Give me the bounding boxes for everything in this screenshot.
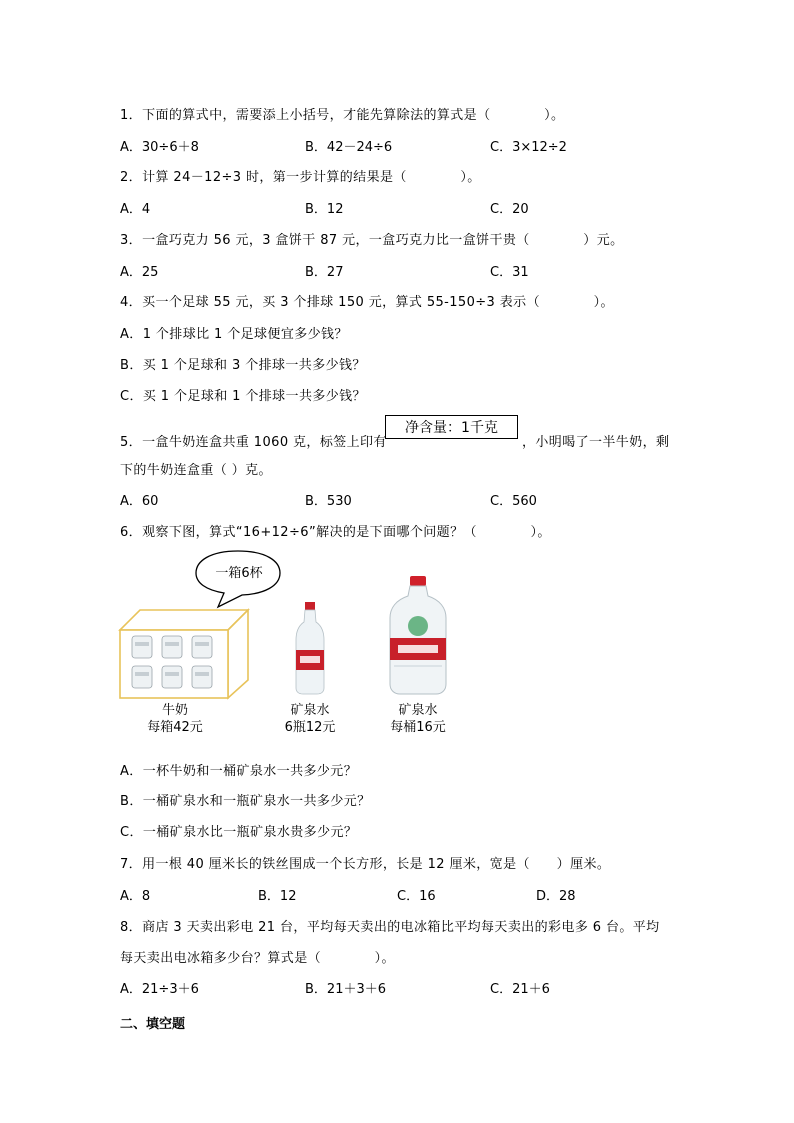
q7-option-b[interactable]: B．12: [258, 889, 297, 904]
large-water-bucket-icon: [386, 574, 450, 696]
q7-option-a[interactable]: A．8: [120, 889, 151, 904]
milk-name: 牛奶: [161, 703, 188, 718]
q5-stem-part2: ，小明喝了一半牛奶，剩: [522, 435, 670, 450]
small-bottle-name: 矿泉水: [290, 703, 330, 718]
q4-option-c[interactable]: C．买 1 个足球和 1 个排球一共多少钱？: [120, 389, 366, 404]
section-heading: 二、填空题: [120, 1017, 186, 1032]
q3-option-a[interactable]: A．25: [120, 265, 159, 280]
q2-stem: 2．计算 24－12÷3 时，第一步计算的结果是（ ）。: [120, 170, 481, 185]
q8-stem-line1: 8．商店 3 天卖出彩电 21 台，平均每天卖出的电冰箱比平均每天卖出的彩电多 6 台。平均: [120, 920, 660, 935]
q8-stem-line2: 每天卖出电冰箱多少台？算式是（ ）。: [120, 951, 395, 966]
q6-option-b[interactable]: B．一桶矿泉水和一瓶矿泉水一共多少元？: [120, 794, 371, 809]
big-bottle-price: 每桶16元: [390, 720, 446, 735]
q4-option-a[interactable]: A．1 个排球比 1 个足球便宜多少钱？: [120, 327, 348, 342]
q2-option-c[interactable]: C．20: [490, 202, 529, 217]
q4-option-b[interactable]: B．买 1 个足球和 3 个排球一共多少钱？: [120, 358, 366, 373]
q5-option-a[interactable]: A．60: [120, 494, 159, 509]
q7-stem: 7．用一根 40 厘米长的铁丝围成一个长方形，长是 12 厘米，宽是（ ）厘米。: [120, 857, 611, 872]
q4-stem: 4．买一个足球 55 元，买 3 个排球 150 元，算式 55-150÷3 表示（ ）。: [120, 295, 614, 310]
milk-box-icon: [118, 608, 252, 700]
q7-option-c[interactable]: C．16: [397, 889, 436, 904]
q6-option-a[interactable]: A．一杯牛奶和一桶矿泉水一共多少元？: [120, 764, 358, 779]
q8-option-c[interactable]: C．21＋6: [490, 982, 550, 997]
q1-stem: 1．下面的算式中，需要添上小括号，才能先算除法的算式是（ ）。: [120, 108, 565, 123]
q2-option-a[interactable]: A．4: [120, 202, 151, 217]
q6-stem: 6．观察下图，算式“16+12÷6”解决的是下面哪个问题？（ ）。: [120, 525, 551, 540]
q1-option-a[interactable]: A．30÷6＋8: [120, 140, 199, 155]
q5-option-c[interactable]: C．560: [490, 494, 537, 509]
q1-option-b[interactable]: B．42－24÷6: [305, 140, 393, 155]
q5-stem-part1: 5．一盒牛奶连盒共重 1060 克，标签上印有: [120, 435, 387, 450]
q8-option-b[interactable]: B．21＋3＋6: [305, 982, 387, 997]
q3-stem: 3．一盒巧克力 56 元，3 盒饼干 87 元，一盒巧克力比一盒饼干贵（ ）元。: [120, 233, 624, 248]
q8-option-a[interactable]: A．21÷3＋6: [120, 982, 199, 997]
q5-option-b[interactable]: B．530: [305, 494, 352, 509]
q2-option-b[interactable]: B．12: [305, 202, 344, 217]
big-bottle-name: 矿泉水: [398, 703, 438, 718]
milk-price: 每箱42元: [147, 720, 203, 735]
q3-option-b[interactable]: B．27: [305, 265, 344, 280]
q5-stem-part3: 下的牛奶连盒重（ ）克。: [120, 463, 272, 478]
bubble-text: 一箱6杯: [215, 566, 263, 581]
small-water-bottle-icon: [290, 600, 330, 696]
net-weight-label: 净含量：1千克: [385, 415, 518, 439]
q1-option-c[interactable]: C．3×12÷2: [490, 140, 567, 155]
q6-option-c[interactable]: C．一桶矿泉水比一瓶矿泉水贵多少元？: [120, 825, 358, 840]
q7-option-d[interactable]: D．28: [536, 889, 576, 904]
q3-option-c[interactable]: C．31: [490, 265, 529, 280]
small-bottle-price: 6瓶12元: [284, 720, 336, 735]
